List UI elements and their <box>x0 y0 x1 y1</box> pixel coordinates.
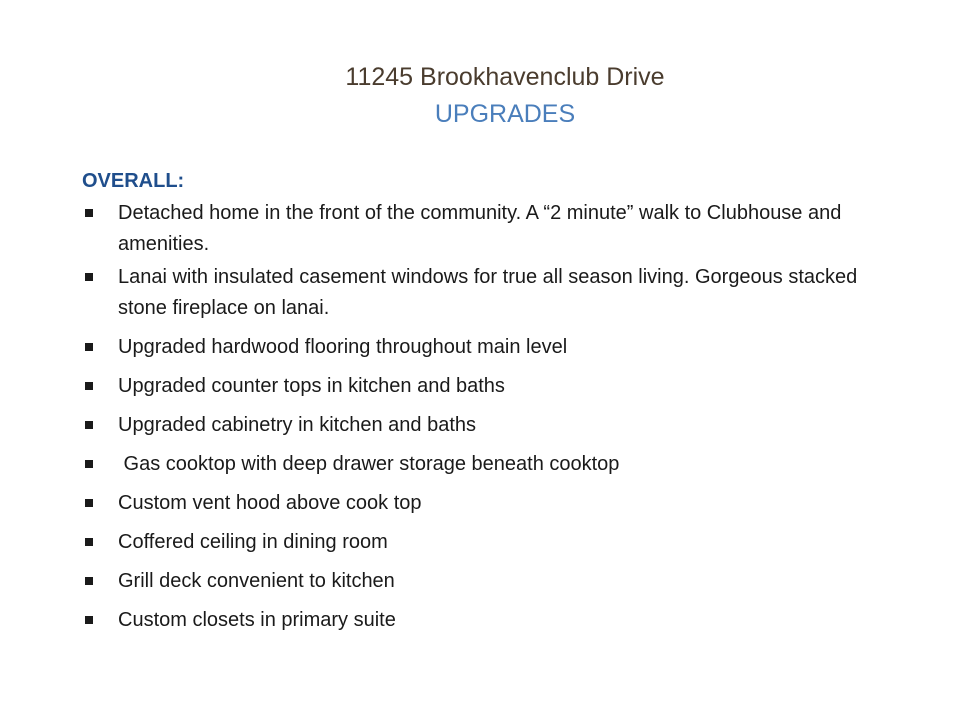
list-item <box>82 527 882 558</box>
list-item-text: Detached home in the front of the community. A “2 minute” walk to Clubhouse and amenities. <box>118 202 842 255</box>
list-item <box>82 488 882 519</box>
square-bullet-icon <box>85 460 93 468</box>
list-item-text: Custom vent hood above cook top <box>118 492 422 514</box>
list-item <box>82 410 882 441</box>
square-bullet-icon <box>85 382 93 390</box>
list-item-text: Upgraded counter tops in kitchen and baths <box>118 375 505 397</box>
list-item-text: Grill deck convenient to kitchen <box>118 570 395 592</box>
list-item-text: Upgraded hardwood flooring throughout main level <box>118 336 568 358</box>
list-item-text: Lanai with insulated casement windows for true all season living. Gorgeous stacked stone fireplace on lanai. <box>118 266 858 319</box>
list-item <box>82 449 882 480</box>
list-item <box>82 262 882 324</box>
square-bullet-icon <box>85 273 93 281</box>
list-item <box>82 566 882 597</box>
list-item <box>82 198 882 260</box>
list-item <box>82 371 882 402</box>
square-bullet-icon <box>85 616 93 624</box>
list-item <box>82 605 882 636</box>
square-bullet-icon <box>85 343 93 351</box>
square-bullet-icon <box>85 577 93 585</box>
title-block <box>0 58 960 132</box>
square-bullet-icon <box>85 499 93 507</box>
upgrades-list <box>82 198 882 636</box>
list-item-text: Upgraded cabinetry in kitchen and baths <box>118 414 477 436</box>
list-item <box>82 332 882 363</box>
list-item-text: Coffered ceiling in dining room <box>118 531 388 553</box>
list-item-text: Custom closets in primary suite <box>118 609 396 631</box>
square-bullet-icon <box>85 421 93 429</box>
section-heading-overall: OVERALL: <box>82 170 185 192</box>
list-item-text: Gas cooktop with deep drawer storage beneath cooktop <box>118 453 620 475</box>
square-bullet-icon <box>85 209 93 217</box>
square-bullet-icon <box>85 538 93 546</box>
upgrades-subtitle: UPGRADES <box>434 100 576 128</box>
address-title: 11245 Brookhavenclub Drive <box>345 63 665 91</box>
